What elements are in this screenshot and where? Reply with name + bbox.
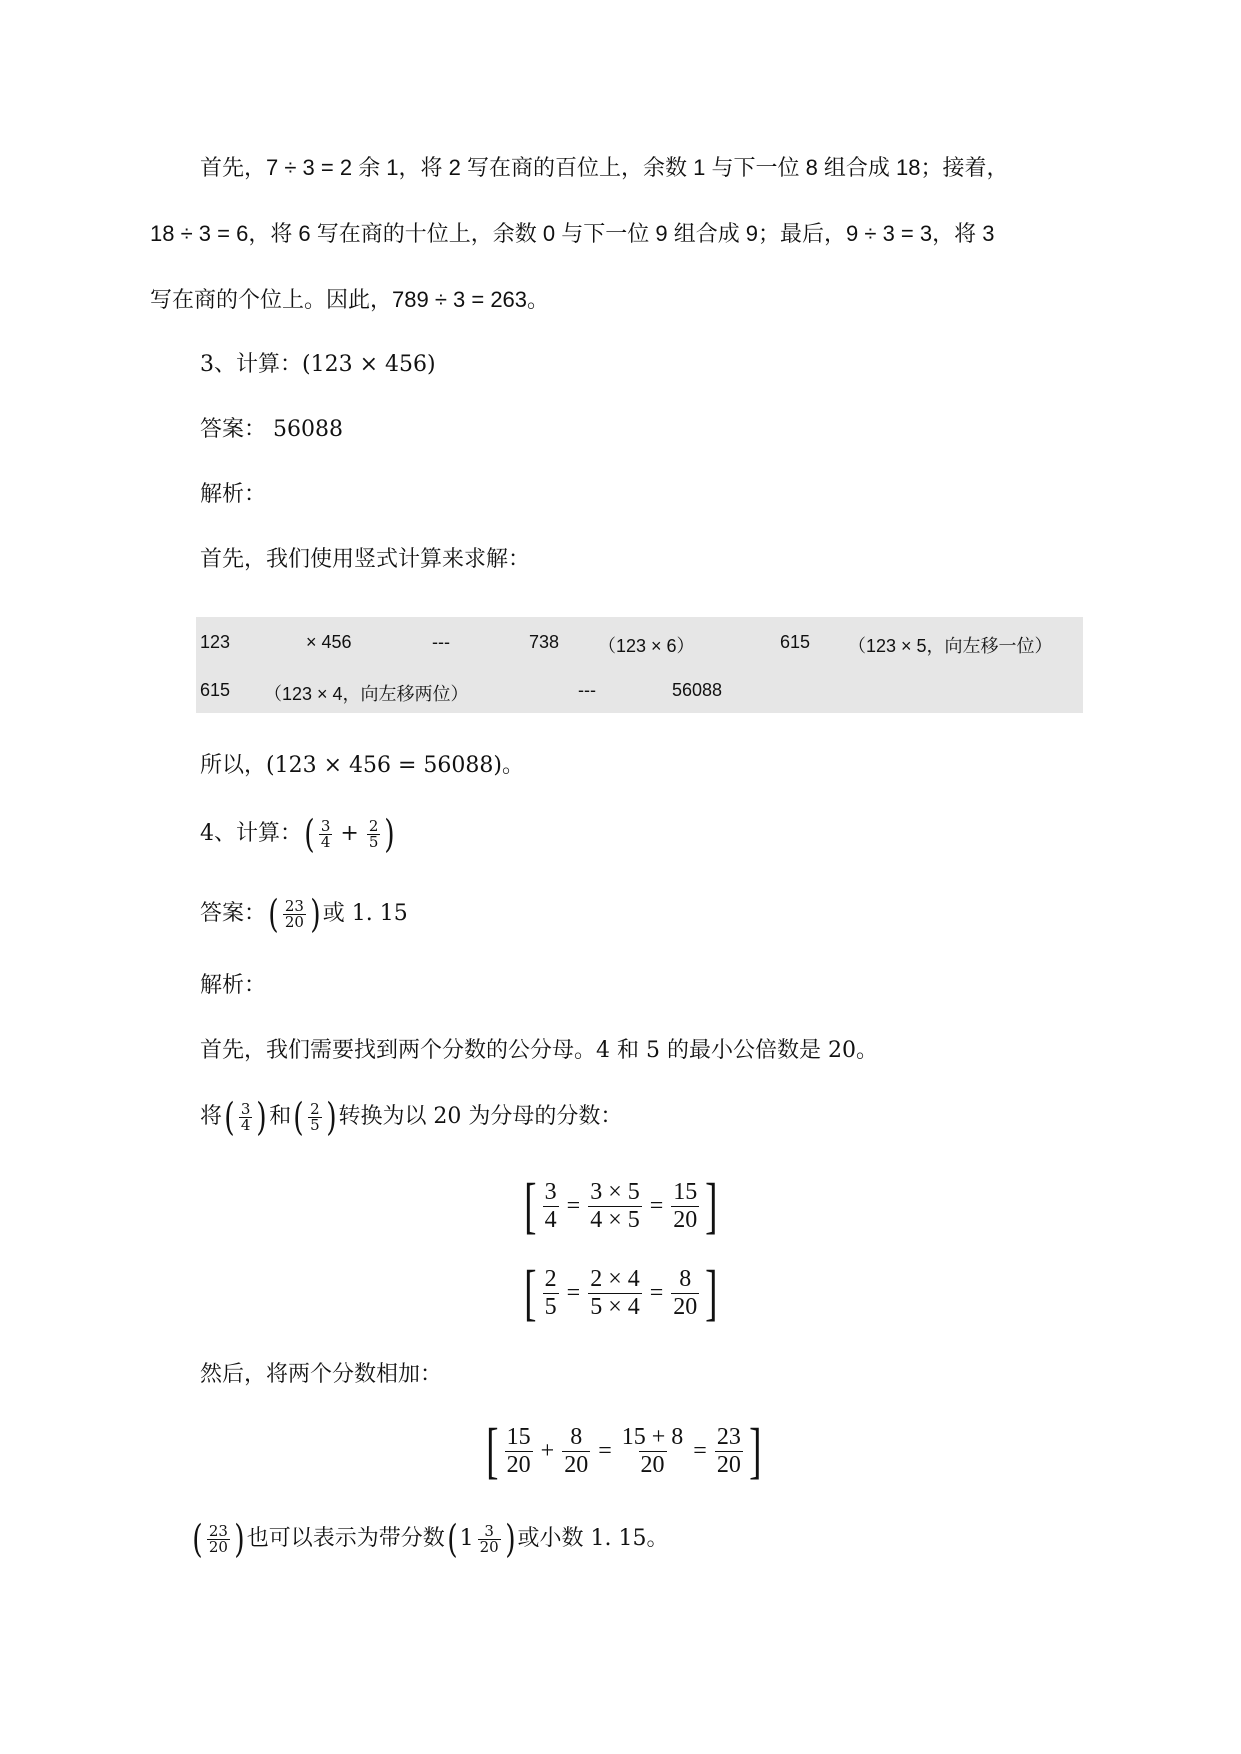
fraction: $\frac{8}{20}$ xyxy=(673,1265,698,1320)
code-cell: × 456 xyxy=(306,632,352,652)
question-3-answer: 答案： 56088 xyxy=(200,417,343,442)
code-cell: --- xyxy=(432,632,450,652)
question-3-title: 3、计算：(123 × 456) xyxy=(200,352,436,377)
fraction: $\frac{3}{20}$ xyxy=(479,1521,499,1556)
code-cell: （123 × 4，向左移两位） xyxy=(264,684,469,704)
fraction: $\frac{15 + 8}{20}$ xyxy=(621,1423,684,1478)
code-cell: （123 × 5，向左移一位） xyxy=(848,636,1053,656)
code-cell: 615 xyxy=(200,680,231,700)
fraction: $\frac{3}{4}$ xyxy=(320,816,331,851)
fraction: $\frac{15}{20}$ xyxy=(673,1178,698,1233)
fraction: $\frac{2 \times 4}{5 \times 4}$ xyxy=(590,1265,640,1320)
fraction: $\frac{23}{20}$ xyxy=(284,896,304,931)
fraction: $\frac{3}{4}$ xyxy=(240,1099,251,1134)
fraction: $\frac{3 \times 5}{4 \times 5}$ xyxy=(590,1178,640,1233)
equation-3: [ $\frac{15}{20}$ + $\frac{8}{20}$ = $\frac{15 + 8}{20}$ = $\frac{23}{20}$ ] xyxy=(486,1417,762,1485)
code-cell: 738 xyxy=(529,632,560,652)
paragraph-line: 18 ÷ 3 = 6，将 6 写在商的十位上，余数 0 与下一位 9 组合成 9；最后，9 ÷ 3 = 3，将 3 xyxy=(150,221,995,246)
code-cell: --- xyxy=(578,680,596,700)
code-cell: 123 xyxy=(200,632,231,652)
code-cell: 615 xyxy=(780,632,811,652)
fraction: $\frac{23}{20}$ xyxy=(208,1521,228,1556)
question-3-intro: 首先，我们使用竖式计算来求解： xyxy=(200,547,531,572)
fraction: $\frac{2}{5}$ xyxy=(544,1265,557,1320)
question-3-analysis-label: 解析： xyxy=(200,482,267,507)
fraction: $\frac{2}{5}$ xyxy=(310,1099,320,1134)
code-block xyxy=(196,617,1083,713)
question-4-answer: 答案： ( $\frac{23}{20}$ ) 或 1. 15 xyxy=(200,892,408,936)
equation-1: [ $\frac{3}{4}$ = $\frac{3 \times 5}{4 \times 5}$ = $\frac{15}{20}$ ] xyxy=(524,1172,718,1240)
question-3-conclusion: 所以，(123 × 456 = 56088)。 xyxy=(200,753,524,778)
question-4-analysis-label: 解析： xyxy=(200,973,267,998)
question-4-final: ( $\frac{23}{20}$ ) 也可以表示为带分数 ( 1 $\frac{3}{20}$ ) 或小数 1. 15。 xyxy=(192,1517,669,1561)
paragraph-line: 首先，7 ÷ 3 = 2 余 1，将 2 写在商的百位上，余数 1 与下一位 8 组合成 18；接着， xyxy=(200,155,1009,180)
question-4-convert: 将 ( $\frac{3}{4}$ ) 和 ( $\frac{2}{5}$ ) 转换为以 20 为分母的分数： xyxy=(200,1095,623,1139)
question-4-then: 然后，将两个分数相加： xyxy=(200,1362,443,1387)
fraction: $\frac{8}{20}$ xyxy=(564,1423,589,1478)
fraction: $\frac{15}{20}$ xyxy=(506,1423,531,1478)
fraction: $\frac{23}{20}$ xyxy=(716,1423,741,1478)
paragraph-line: 写在商的个位上。因此，789 ÷ 3 = 263。 xyxy=(150,287,550,312)
question-4-intro: 首先，我们需要找到两个分数的公分母。4 和 5 的最小公倍数是 20。 xyxy=(200,1038,878,1063)
code-cell: 56088 xyxy=(672,680,723,700)
fraction: $\frac{2}{5}$ xyxy=(368,816,379,851)
fraction: $\frac{3}{4}$ xyxy=(544,1178,557,1233)
code-cell: （123 × 6） xyxy=(598,636,695,656)
equation-2: [ $\frac{2}{5}$ = $\frac{2 \times 4}{5 \times 4}$ = $\frac{8}{20}$ ] xyxy=(524,1259,718,1327)
question-4-title: 4、计算： ( $\frac{3}{4}$ + $\frac{2}{5}$ ) xyxy=(200,812,395,856)
